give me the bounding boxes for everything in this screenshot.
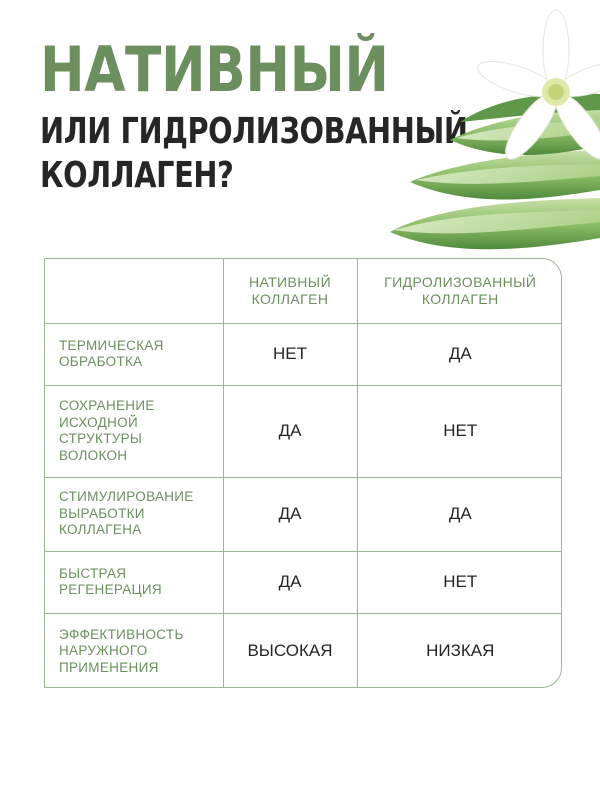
row-label — [45, 613, 223, 688]
table-row — [45, 323, 562, 385]
title-line-native: НАТИВНЫЙ — [40, 33, 389, 106]
native-value: ДА — [223, 551, 357, 613]
hydrolyzed-value: НЕТ — [357, 385, 562, 477]
hydrolyzed-value: ДА — [357, 477, 562, 551]
row-label-line: КОЛЛАГЕНА — [59, 522, 142, 538]
row-label-line: ТЕРМИЧЕСКАЯ — [59, 337, 164, 353]
table-row — [45, 385, 562, 477]
row-label-line: СТРУКТУРЫ — [59, 431, 143, 446]
row-label-line: РЕГЕНЕРАЦИЯ — [59, 582, 162, 597]
table-header-row — [45, 259, 562, 323]
row-label-line: СОХРАНЕНИЕ — [59, 398, 155, 413]
native-value: ДА — [223, 477, 357, 551]
table-row — [45, 613, 562, 688]
native-value: ДА — [223, 385, 357, 477]
header-empty-cell — [45, 259, 223, 323]
row-label — [45, 385, 223, 477]
header-hydrolyzed-collagen — [357, 259, 562, 323]
row-label-line: НАРУЖНОГО — [59, 643, 148, 658]
row-label — [45, 477, 223, 551]
row-label-line: БЫСТРАЯ — [59, 565, 127, 581]
row-label — [45, 551, 223, 613]
row-label-line: СТИМУЛИРОВАНИЕ — [59, 489, 194, 505]
title-line-collagen: КОЛЛАГЕН? — [40, 155, 234, 196]
aloe-flower-icon — [360, 0, 600, 270]
row-label-line: ВЫРАБОТКИ — [59, 505, 145, 521]
table-row — [45, 477, 562, 551]
row-label-line: ВОЛОКОН — [59, 447, 128, 463]
row-label-line: ОБРАБОТКА — [59, 354, 143, 369]
hydrolyzed-value: НИЗКАЯ — [357, 613, 562, 688]
header-native-collagen — [223, 259, 357, 323]
row-label-line: ПРИМЕНЕНИЯ — [59, 659, 159, 675]
comparison-table — [44, 258, 562, 688]
header-hydrolyzed-line2: КОЛЛАГЕН — [421, 290, 499, 307]
hydrolyzed-value: ДА — [357, 323, 562, 385]
header-native-line2: КОЛЛАГЕН — [251, 290, 329, 307]
row-label-line: ЭФФЕКТИВНОСТЬ — [59, 626, 184, 642]
row-label — [45, 323, 223, 385]
table-row — [45, 551, 562, 613]
header-hydrolyzed-line1: ГИДРОЛИЗОВАННЫЙ — [384, 273, 537, 290]
native-value: НЕТ — [223, 323, 357, 385]
hydrolyzed-value: НЕТ — [357, 551, 562, 613]
native-value: ВЫСОКАЯ — [223, 613, 357, 688]
row-label-line: ИСХОДНОЙ — [59, 414, 138, 430]
header-native-line1: НАТИВНЫЙ — [248, 273, 332, 290]
title-line-or-hydrolyzed: ИЛИ ГИДРОЛИЗОВАННЫЙ — [40, 111, 468, 152]
